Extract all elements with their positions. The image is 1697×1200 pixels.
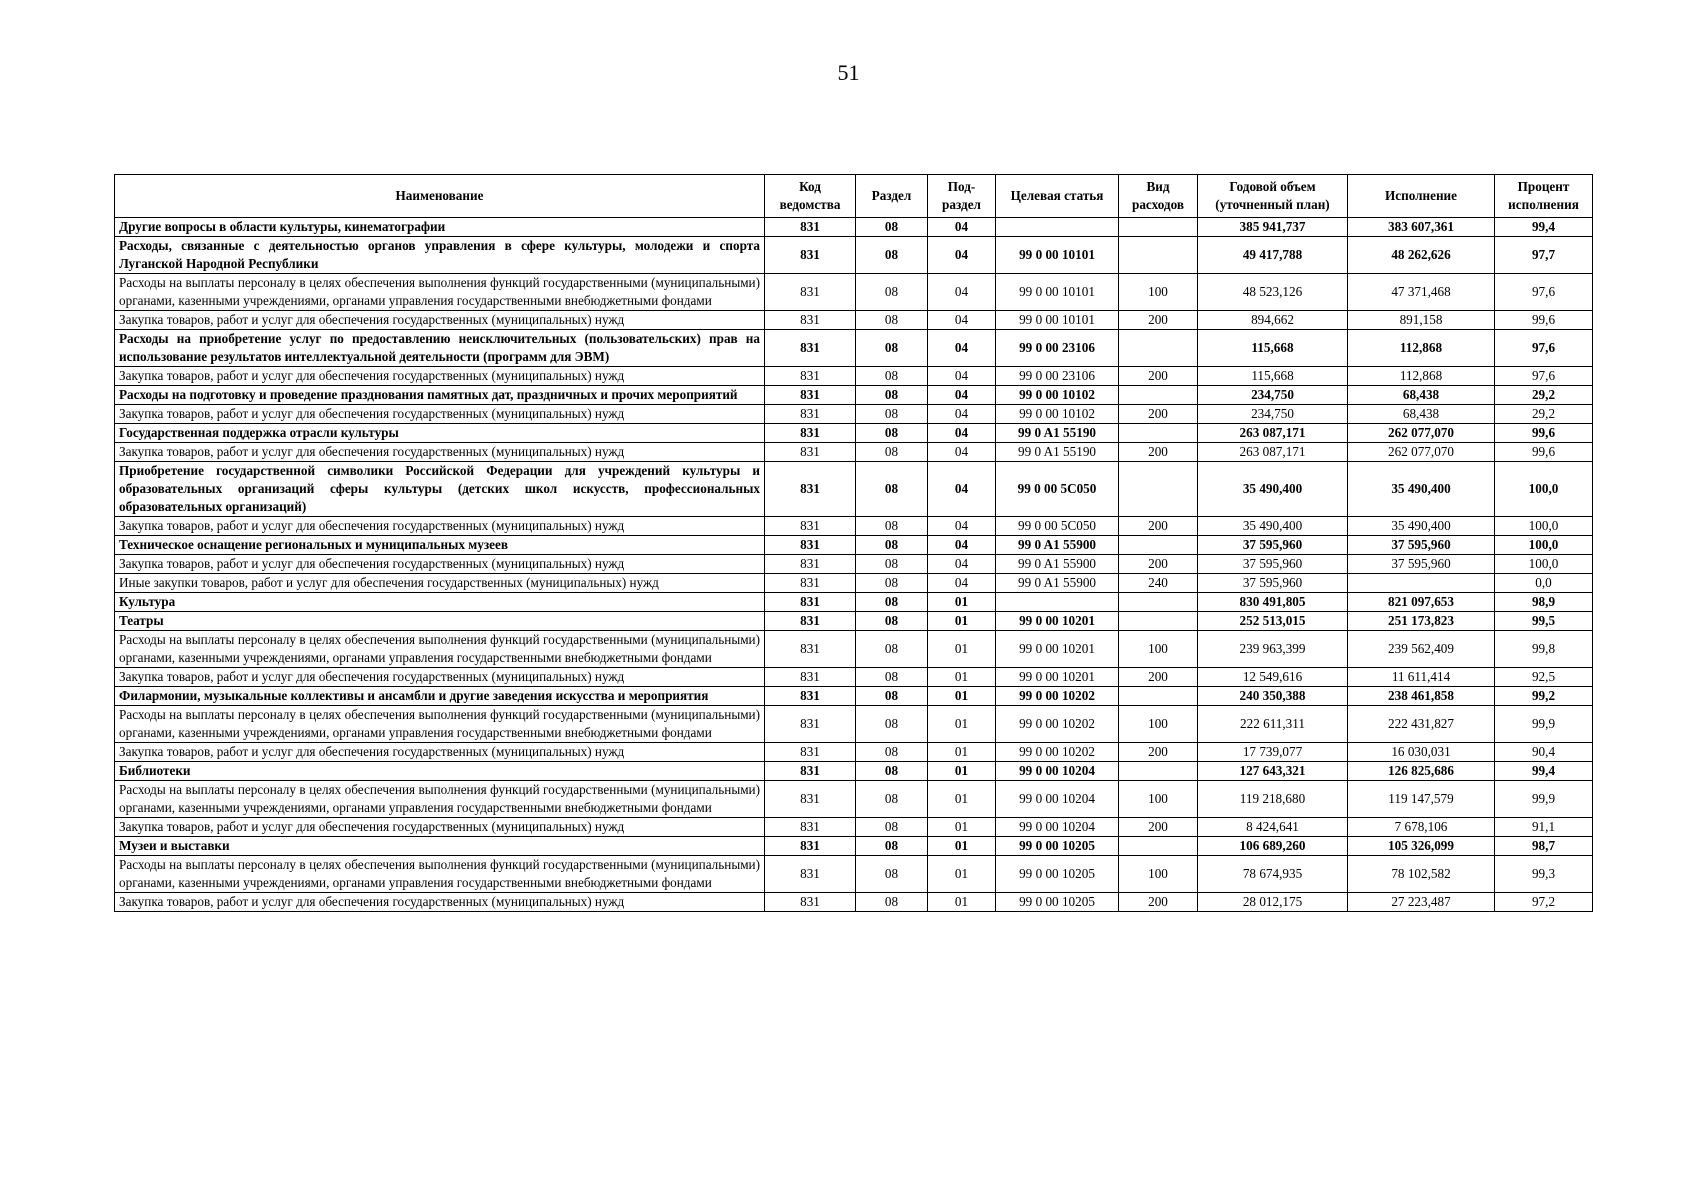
cell-subsection: 04 bbox=[928, 462, 996, 517]
cell-execution: 891,158 bbox=[1348, 311, 1495, 330]
cell-annual-plan: 115,668 bbox=[1198, 330, 1348, 367]
cell-target-article bbox=[996, 593, 1119, 612]
cell-expense-type: 200 bbox=[1119, 517, 1198, 536]
table-row bbox=[115, 668, 1593, 687]
page-number: 51 bbox=[837, 60, 860, 85]
cell-department-code: 831 bbox=[765, 574, 856, 593]
cell-target-article: 99 0 00 10205 bbox=[996, 856, 1119, 893]
cell-subsection: 01 bbox=[928, 818, 996, 837]
cell-execution-percent: 97,7 bbox=[1495, 237, 1593, 274]
cell-expense-type: 200 bbox=[1119, 818, 1198, 837]
table-row bbox=[115, 237, 1593, 274]
cell-subsection: 01 bbox=[928, 743, 996, 762]
budget-table bbox=[114, 174, 1593, 912]
cell-department-code: 831 bbox=[765, 274, 856, 311]
cell-section: 08 bbox=[856, 631, 928, 668]
table-row bbox=[115, 330, 1593, 367]
cell-name: Закупка товаров, работ и услуг для обеспечения государственных (муниципальных) нужд bbox=[115, 893, 765, 912]
cell-expense-type bbox=[1119, 462, 1198, 517]
cell-target-article: 99 0 00 10201 bbox=[996, 631, 1119, 668]
cell-name: Расходы на выплаты персоналу в целях обеспечения выполнения функций государственными (муниципальными) органами, казенными учреждениями, органами управления государственными внебюджетными фондами bbox=[115, 856, 765, 893]
cell-name: Библиотеки bbox=[115, 762, 765, 781]
cell-target-article: 99 0 A1 55190 bbox=[996, 424, 1119, 443]
cell-execution: 27 223,487 bbox=[1348, 893, 1495, 912]
cell-department-code: 831 bbox=[765, 743, 856, 762]
cell-annual-plan: 48 523,126 bbox=[1198, 274, 1348, 311]
cell-annual-plan: 222 611,311 bbox=[1198, 706, 1348, 743]
cell-subsection: 04 bbox=[928, 218, 996, 237]
cell-annual-plan: 37 595,960 bbox=[1198, 555, 1348, 574]
cell-expense-type bbox=[1119, 687, 1198, 706]
cell-expense-type: 100 bbox=[1119, 631, 1198, 668]
cell-execution-percent: 92,5 bbox=[1495, 668, 1593, 687]
cell-name: Закупка товаров, работ и услуг для обеспечения государственных (муниципальных) нужд bbox=[115, 743, 765, 762]
cell-annual-plan: 894,662 bbox=[1198, 311, 1348, 330]
cell-target-article: 99 0 00 10101 bbox=[996, 237, 1119, 274]
cell-department-code: 831 bbox=[765, 631, 856, 668]
cell-section: 08 bbox=[856, 330, 928, 367]
cell-name: Приобретение государственной символики Российской Федерации для учреждений культуры и образовательных организаций сферы культуры (детских школ искусств, профессиональных образовательных организаций) bbox=[115, 462, 765, 517]
cell-department-code: 831 bbox=[765, 517, 856, 536]
cell-expense-type bbox=[1119, 330, 1198, 367]
cell-target-article: 99 0 00 10102 bbox=[996, 405, 1119, 424]
cell-section: 08 bbox=[856, 818, 928, 837]
cell-section: 08 bbox=[856, 668, 928, 687]
cell-section: 08 bbox=[856, 237, 928, 274]
header-department-code: Код ведомства bbox=[765, 175, 856, 218]
cell-annual-plan: 78 674,935 bbox=[1198, 856, 1348, 893]
table-row bbox=[115, 781, 1593, 818]
cell-execution-percent: 97,6 bbox=[1495, 330, 1593, 367]
cell-name: Расходы на выплаты персоналу в целях обеспечения выполнения функций государственными (муниципальными) органами, казенными учреждениями, органами управления государственными внебюджетными фондами bbox=[115, 706, 765, 743]
cell-annual-plan: 252 513,015 bbox=[1198, 612, 1348, 631]
cell-expense-type bbox=[1119, 386, 1198, 405]
cell-annual-plan: 106 689,260 bbox=[1198, 837, 1348, 856]
table-row bbox=[115, 311, 1593, 330]
cell-section: 08 bbox=[856, 424, 928, 443]
cell-execution-percent: 98,9 bbox=[1495, 593, 1593, 612]
cell-target-article: 99 0 00 10101 bbox=[996, 311, 1119, 330]
cell-expense-type bbox=[1119, 237, 1198, 274]
cell-execution: 68,438 bbox=[1348, 405, 1495, 424]
cell-execution-percent: 29,2 bbox=[1495, 405, 1593, 424]
cell-department-code: 831 bbox=[765, 837, 856, 856]
cell-subsection: 01 bbox=[928, 893, 996, 912]
cell-execution-percent: 100,0 bbox=[1495, 462, 1593, 517]
cell-department-code: 831 bbox=[765, 612, 856, 631]
cell-execution: 238 461,858 bbox=[1348, 687, 1495, 706]
cell-target-article: 99 0 00 10204 bbox=[996, 762, 1119, 781]
cell-target-article: 99 0 A1 55900 bbox=[996, 574, 1119, 593]
cell-annual-plan: 8 424,641 bbox=[1198, 818, 1348, 837]
cell-annual-plan: 239 963,399 bbox=[1198, 631, 1348, 668]
cell-execution-percent: 99,9 bbox=[1495, 781, 1593, 818]
cell-department-code: 831 bbox=[765, 386, 856, 405]
table-row bbox=[115, 386, 1593, 405]
cell-expense-type: 100 bbox=[1119, 706, 1198, 743]
cell-expense-type: 200 bbox=[1119, 367, 1198, 386]
cell-subsection: 04 bbox=[928, 443, 996, 462]
cell-subsection: 04 bbox=[928, 536, 996, 555]
cell-subsection: 04 bbox=[928, 274, 996, 311]
cell-target-article: 99 0 00 10202 bbox=[996, 743, 1119, 762]
cell-target-article: 99 0 00 5C050 bbox=[996, 517, 1119, 536]
cell-annual-plan: 17 739,077 bbox=[1198, 743, 1348, 762]
cell-department-code: 831 bbox=[765, 330, 856, 367]
cell-execution: 47 371,468 bbox=[1348, 274, 1495, 311]
cell-execution-percent: 100,0 bbox=[1495, 536, 1593, 555]
cell-name: Закупка товаров, работ и услуг для обеспечения государственных (муниципальных) нужд bbox=[115, 311, 765, 330]
header-execution: Исполнение bbox=[1348, 175, 1495, 218]
header-section: Раздел bbox=[856, 175, 928, 218]
cell-expense-type bbox=[1119, 593, 1198, 612]
cell-department-code: 831 bbox=[765, 462, 856, 517]
cell-section: 08 bbox=[856, 443, 928, 462]
cell-annual-plan: 37 595,960 bbox=[1198, 536, 1348, 555]
cell-section: 08 bbox=[856, 593, 928, 612]
cell-annual-plan: 830 491,805 bbox=[1198, 593, 1348, 612]
cell-execution: 11 611,414 bbox=[1348, 668, 1495, 687]
cell-department-code: 831 bbox=[765, 762, 856, 781]
cell-execution-percent: 97,2 bbox=[1495, 893, 1593, 912]
cell-annual-plan: 35 490,400 bbox=[1198, 517, 1348, 536]
cell-execution: 48 262,626 bbox=[1348, 237, 1495, 274]
cell-subsection: 01 bbox=[928, 856, 996, 893]
cell-department-code: 831 bbox=[765, 405, 856, 424]
cell-target-article: 99 0 00 10202 bbox=[996, 706, 1119, 743]
cell-section: 08 bbox=[856, 574, 928, 593]
header-execution-percent: Процент исполнения bbox=[1495, 175, 1593, 218]
cell-department-code: 831 bbox=[765, 424, 856, 443]
cell-department-code: 831 bbox=[765, 818, 856, 837]
cell-section: 08 bbox=[856, 218, 928, 237]
table-row bbox=[115, 687, 1593, 706]
cell-execution: 126 825,686 bbox=[1348, 762, 1495, 781]
cell-name: Расходы на подготовку и проведение празднования памятных дат, праздничных и прочих мероприятий bbox=[115, 386, 765, 405]
cell-execution: 78 102,582 bbox=[1348, 856, 1495, 893]
cell-target-article: 99 0 A1 55900 bbox=[996, 536, 1119, 555]
cell-name: Музеи и выставки bbox=[115, 837, 765, 856]
cell-subsection: 04 bbox=[928, 555, 996, 574]
cell-name: Закупка товаров, работ и услуг для обеспечения государственных (муниципальных) нужд bbox=[115, 367, 765, 386]
table-row bbox=[115, 818, 1593, 837]
cell-section: 08 bbox=[856, 405, 928, 424]
cell-name: Государственная поддержка отрасли культуры bbox=[115, 424, 765, 443]
cell-target-article: 99 0 00 10204 bbox=[996, 818, 1119, 837]
table-row bbox=[115, 555, 1593, 574]
cell-name: Расходы на выплаты персоналу в целях обеспечения выполнения функций государственными (муниципальными) органами, казенными учреждениями, органами управления государственными внебюджетными фондами bbox=[115, 274, 765, 311]
cell-name: Закупка товаров, работ и услуг для обеспечения государственных (муниципальных) нужд bbox=[115, 405, 765, 424]
cell-department-code: 831 bbox=[765, 218, 856, 237]
cell-expense-type: 100 bbox=[1119, 274, 1198, 311]
cell-execution: 112,868 bbox=[1348, 330, 1495, 367]
cell-name: Расходы на выплаты персоналу в целях обеспечения выполнения функций государственными (муниципальными) органами, казенными учреждениями, органами управления государственными внебюджетными фондами bbox=[115, 781, 765, 818]
cell-target-article: 99 0 00 5C050 bbox=[996, 462, 1119, 517]
cell-execution-percent: 99,9 bbox=[1495, 706, 1593, 743]
cell-name: Другие вопросы в области культуры, кинематографии bbox=[115, 218, 765, 237]
cell-department-code: 831 bbox=[765, 893, 856, 912]
cell-expense-type: 200 bbox=[1119, 893, 1198, 912]
cell-execution bbox=[1348, 574, 1495, 593]
cell-annual-plan: 234,750 bbox=[1198, 386, 1348, 405]
header-annual-plan: Годовой объем (уточненный план) bbox=[1198, 175, 1348, 218]
cell-execution-percent: 29,2 bbox=[1495, 386, 1593, 405]
table-row bbox=[115, 612, 1593, 631]
cell-section: 08 bbox=[856, 781, 928, 818]
cell-target-article: 99 0 A1 55900 bbox=[996, 555, 1119, 574]
cell-expense-type: 200 bbox=[1119, 555, 1198, 574]
table-row bbox=[115, 517, 1593, 536]
cell-name: Закупка товаров, работ и услуг для обеспечения государственных (муниципальных) нужд bbox=[115, 443, 765, 462]
cell-name: Филармонии, музыкальные коллективы и ансамбли и другие заведения искусства и мероприятия bbox=[115, 687, 765, 706]
cell-annual-plan: 263 087,171 bbox=[1198, 443, 1348, 462]
cell-subsection: 01 bbox=[928, 593, 996, 612]
cell-expense-type: 200 bbox=[1119, 405, 1198, 424]
cell-execution-percent: 90,4 bbox=[1495, 743, 1593, 762]
cell-subsection: 01 bbox=[928, 762, 996, 781]
cell-subsection: 04 bbox=[928, 517, 996, 536]
table-row bbox=[115, 593, 1593, 612]
cell-execution: 37 595,960 bbox=[1348, 536, 1495, 555]
cell-execution-percent: 99,6 bbox=[1495, 311, 1593, 330]
cell-department-code: 831 bbox=[765, 706, 856, 743]
table-row bbox=[115, 574, 1593, 593]
cell-subsection: 01 bbox=[928, 837, 996, 856]
table-row bbox=[115, 743, 1593, 762]
cell-section: 08 bbox=[856, 743, 928, 762]
cell-expense-type: 200 bbox=[1119, 743, 1198, 762]
table-row bbox=[115, 837, 1593, 856]
cell-department-code: 831 bbox=[765, 443, 856, 462]
header-row bbox=[115, 175, 1593, 218]
cell-execution-percent: 97,6 bbox=[1495, 367, 1593, 386]
cell-section: 08 bbox=[856, 555, 928, 574]
cell-target-article: 99 0 00 23106 bbox=[996, 367, 1119, 386]
cell-annual-plan: 35 490,400 bbox=[1198, 462, 1348, 517]
cell-target-article bbox=[996, 218, 1119, 237]
cell-department-code: 831 bbox=[765, 311, 856, 330]
table-row bbox=[115, 218, 1593, 237]
cell-execution-percent: 99,6 bbox=[1495, 443, 1593, 462]
cell-department-code: 831 bbox=[765, 781, 856, 818]
cell-target-article: 99 0 00 10202 bbox=[996, 687, 1119, 706]
table-row bbox=[115, 424, 1593, 443]
cell-annual-plan: 127 643,321 bbox=[1198, 762, 1348, 781]
cell-subsection: 01 bbox=[928, 687, 996, 706]
cell-execution: 112,868 bbox=[1348, 367, 1495, 386]
cell-execution: 119 147,579 bbox=[1348, 781, 1495, 818]
cell-execution-percent: 99,4 bbox=[1495, 218, 1593, 237]
cell-execution-percent: 91,1 bbox=[1495, 818, 1593, 837]
cell-subsection: 01 bbox=[928, 781, 996, 818]
table-row bbox=[115, 706, 1593, 743]
cell-execution: 68,438 bbox=[1348, 386, 1495, 405]
cell-execution-percent: 100,0 bbox=[1495, 555, 1593, 574]
cell-name: Культура bbox=[115, 593, 765, 612]
cell-subsection: 04 bbox=[928, 367, 996, 386]
table-row bbox=[115, 367, 1593, 386]
cell-execution: 35 490,400 bbox=[1348, 517, 1495, 536]
cell-section: 08 bbox=[856, 612, 928, 631]
table-row bbox=[115, 631, 1593, 668]
cell-subsection: 04 bbox=[928, 405, 996, 424]
cell-target-article: 99 0 00 10204 bbox=[996, 781, 1119, 818]
cell-expense-type bbox=[1119, 837, 1198, 856]
cell-expense-type: 100 bbox=[1119, 856, 1198, 893]
cell-name: Расходы на приобретение услуг по предоставлению неисключительных (пользовательских) прав на использование результатов интеллектуальной деятельности (программ для ЭВМ) bbox=[115, 330, 765, 367]
cell-execution: 251 173,823 bbox=[1348, 612, 1495, 631]
cell-execution: 7 678,106 bbox=[1348, 818, 1495, 837]
cell-name: Расходы, связанные с деятельностью органов управления в сфере культуры, молодежи и спорта Луганской Народной Республики bbox=[115, 237, 765, 274]
cell-subsection: 04 bbox=[928, 386, 996, 405]
cell-expense-type bbox=[1119, 536, 1198, 555]
header-subsection: Под-раздел bbox=[928, 175, 996, 218]
cell-execution-percent: 99,3 bbox=[1495, 856, 1593, 893]
cell-expense-type: 240 bbox=[1119, 574, 1198, 593]
cell-department-code: 831 bbox=[765, 856, 856, 893]
cell-execution: 37 595,960 bbox=[1348, 555, 1495, 574]
cell-execution: 262 077,070 bbox=[1348, 424, 1495, 443]
cell-subsection: 04 bbox=[928, 424, 996, 443]
cell-expense-type bbox=[1119, 612, 1198, 631]
cell-name: Закупка товаров, работ и услуг для обеспечения государственных (муниципальных) нужд bbox=[115, 517, 765, 536]
cell-department-code: 831 bbox=[765, 687, 856, 706]
cell-department-code: 831 bbox=[765, 237, 856, 274]
table-row bbox=[115, 405, 1593, 424]
cell-name: Расходы на выплаты персоналу в целях обеспечения выполнения функций государственными (муниципальными) органами, казенными учреждениями, органами управления государственными внебюджетными фондами bbox=[115, 631, 765, 668]
cell-annual-plan: 385 941,737 bbox=[1198, 218, 1348, 237]
cell-execution: 105 326,099 bbox=[1348, 837, 1495, 856]
cell-target-article: 99 0 00 10201 bbox=[996, 612, 1119, 631]
cell-department-code: 831 bbox=[765, 367, 856, 386]
cell-annual-plan: 37 595,960 bbox=[1198, 574, 1348, 593]
cell-section: 08 bbox=[856, 762, 928, 781]
cell-subsection: 01 bbox=[928, 631, 996, 668]
table-row bbox=[115, 762, 1593, 781]
cell-execution: 222 431,827 bbox=[1348, 706, 1495, 743]
cell-target-article: 99 0 00 10201 bbox=[996, 668, 1119, 687]
cell-annual-plan: 28 012,175 bbox=[1198, 893, 1348, 912]
cell-section: 08 bbox=[856, 893, 928, 912]
cell-annual-plan: 240 350,388 bbox=[1198, 687, 1348, 706]
header-name: Наименование bbox=[115, 175, 765, 218]
cell-execution-percent: 99,6 bbox=[1495, 424, 1593, 443]
cell-execution-percent: 99,2 bbox=[1495, 687, 1593, 706]
cell-subsection: 04 bbox=[928, 574, 996, 593]
cell-target-article: 99 0 A1 55190 bbox=[996, 443, 1119, 462]
cell-target-article: 99 0 00 10101 bbox=[996, 274, 1119, 311]
cell-execution-percent: 99,8 bbox=[1495, 631, 1593, 668]
cell-department-code: 831 bbox=[765, 593, 856, 612]
cell-target-article: 99 0 00 10102 bbox=[996, 386, 1119, 405]
cell-section: 08 bbox=[856, 837, 928, 856]
table-row bbox=[115, 893, 1593, 912]
cell-expense-type bbox=[1119, 424, 1198, 443]
header-expense-type: Вид расходов bbox=[1119, 175, 1198, 218]
cell-section: 08 bbox=[856, 517, 928, 536]
cell-expense-type bbox=[1119, 762, 1198, 781]
cell-subsection: 01 bbox=[928, 668, 996, 687]
header-target-article: Целевая статья bbox=[996, 175, 1119, 218]
cell-execution: 16 030,031 bbox=[1348, 743, 1495, 762]
cell-execution-percent: 100,0 bbox=[1495, 517, 1593, 536]
cell-target-article: 99 0 00 10205 bbox=[996, 837, 1119, 856]
cell-target-article: 99 0 00 10205 bbox=[996, 893, 1119, 912]
cell-department-code: 831 bbox=[765, 536, 856, 555]
cell-section: 08 bbox=[856, 462, 928, 517]
cell-execution: 262 077,070 bbox=[1348, 443, 1495, 462]
cell-subsection: 04 bbox=[928, 237, 996, 274]
cell-section: 08 bbox=[856, 311, 928, 330]
table-row bbox=[115, 536, 1593, 555]
cell-section: 08 bbox=[856, 856, 928, 893]
cell-department-code: 831 bbox=[765, 668, 856, 687]
cell-expense-type bbox=[1119, 218, 1198, 237]
cell-annual-plan: 234,750 bbox=[1198, 405, 1348, 424]
cell-execution-percent: 0,0 bbox=[1495, 574, 1593, 593]
cell-department-code: 831 bbox=[765, 555, 856, 574]
cell-annual-plan: 12 549,616 bbox=[1198, 668, 1348, 687]
cell-section: 08 bbox=[856, 386, 928, 405]
table-row bbox=[115, 443, 1593, 462]
cell-subsection: 04 bbox=[928, 330, 996, 367]
cell-execution: 383 607,361 bbox=[1348, 218, 1495, 237]
table-row bbox=[115, 274, 1593, 311]
cell-name: Театры bbox=[115, 612, 765, 631]
cell-expense-type: 100 bbox=[1119, 781, 1198, 818]
cell-execution: 821 097,653 bbox=[1348, 593, 1495, 612]
cell-name: Техническое оснащение региональных и муниципальных музеев bbox=[115, 536, 765, 555]
cell-name: Закупка товаров, работ и услуг для обеспечения государственных (муниципальных) нужд bbox=[115, 668, 765, 687]
cell-annual-plan: 263 087,171 bbox=[1198, 424, 1348, 443]
cell-annual-plan: 49 417,788 bbox=[1198, 237, 1348, 274]
table-row bbox=[115, 462, 1593, 517]
cell-expense-type: 200 bbox=[1119, 311, 1198, 330]
cell-section: 08 bbox=[856, 274, 928, 311]
cell-execution-percent: 99,5 bbox=[1495, 612, 1593, 631]
cell-subsection: 01 bbox=[928, 612, 996, 631]
cell-section: 08 bbox=[856, 687, 928, 706]
cell-subsection: 04 bbox=[928, 311, 996, 330]
cell-expense-type: 200 bbox=[1119, 443, 1198, 462]
cell-target-article: 99 0 00 23106 bbox=[996, 330, 1119, 367]
cell-name: Иные закупки товаров, работ и услуг для обеспечения государственных (муниципальных) нужд bbox=[115, 574, 765, 593]
cell-annual-plan: 115,668 bbox=[1198, 367, 1348, 386]
cell-name: Закупка товаров, работ и услуг для обеспечения государственных (муниципальных) нужд bbox=[115, 555, 765, 574]
cell-expense-type: 200 bbox=[1119, 668, 1198, 687]
cell-execution-percent: 97,6 bbox=[1495, 274, 1593, 311]
cell-subsection: 01 bbox=[928, 706, 996, 743]
cell-execution-percent: 99,4 bbox=[1495, 762, 1593, 781]
cell-section: 08 bbox=[856, 536, 928, 555]
cell-execution-percent: 98,7 bbox=[1495, 837, 1593, 856]
table-row bbox=[115, 856, 1593, 893]
cell-section: 08 bbox=[856, 367, 928, 386]
cell-section: 08 bbox=[856, 706, 928, 743]
cell-execution: 239 562,409 bbox=[1348, 631, 1495, 668]
cell-annual-plan: 119 218,680 bbox=[1198, 781, 1348, 818]
cell-name: Закупка товаров, работ и услуг для обеспечения государственных (муниципальных) нужд bbox=[115, 818, 765, 837]
cell-execution: 35 490,400 bbox=[1348, 462, 1495, 517]
